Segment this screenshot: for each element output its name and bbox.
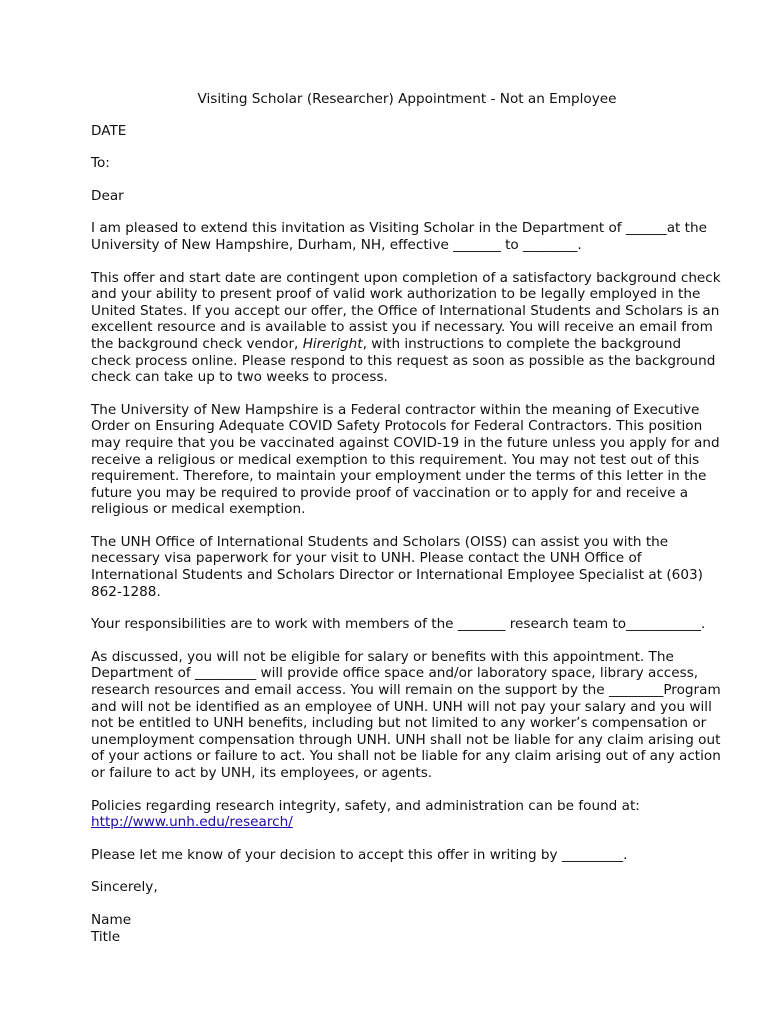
signature-name: Name	[91, 911, 132, 928]
paragraph-covid: The University of New Hampshire is a Federal contractor within the meaning of Executive Order on Ensuring Adequate COVID Safety Protocols for Federal Contractors. This position may require that you be vaccinated against COVID-19 in the future unless you apply for and receive a religious or medical exemption to this requirement. You may not test out of this requirement. Therefore, to maintain your employment under the terms of this letter in the future you may be required to provide proof of vaccination or to apply for and receive a religious or medical exemption.	[91, 401, 720, 518]
signature-title: Title	[91, 928, 121, 945]
paragraph-policies	[91, 798, 723, 831]
salutation: Dear	[91, 187, 124, 204]
paragraph-decision: Please let me know of your decision to accept this offer in writing by _________.	[91, 846, 628, 863]
paragraph-background-check-part2: , with instructions to complete the background check process online. Please respond to this request as soon as possible as the background check can take up to two weeks to process.	[91, 335, 716, 386]
closing: Sincerely,	[91, 879, 158, 896]
paragraph-invitation: I am pleased to extend this invitation as Visiting Scholar in the Department of ______at the University of New Hampshire, Durham, NH, effective _______ to ________.	[91, 220, 707, 253]
paragraph-background-check	[91, 270, 723, 386]
paragraph-responsibilities: Your responsibilities are to work with members of the _______ research team to___________.	[91, 616, 706, 633]
paragraph-oiss: The UNH Office of International Students and Scholars (OISS) can assist you with the necessary visa paperwork for your visit to UNH. Please contact the UNH Office of International Students and Scholars Director or International Employee Specialist at (603) 862-1288.	[91, 533, 703, 600]
vendor-name: Hireright	[302, 335, 363, 352]
to-line: To:	[91, 155, 110, 172]
date-line: DATE	[91, 122, 127, 139]
signature-block	[91, 912, 723, 945]
letter-title: Visiting Scholar (Researcher) Appointment - Not an Employee	[197, 91, 617, 107]
policies-text: Policies regarding research integrity, safety, and administration can be found at:	[91, 797, 640, 814]
paragraph-background-check-part1: This offer and start date are contingent upon completion of a satisfactory background check and your ability to present proof of valid work authorization to be legally employed in the United States. If you accept our offer, the Office of International Students and Scholars is an excellent resource and is available to assist you if necessary. You will receive an email from the background check vendor,	[91, 269, 721, 352]
research-policies-link[interactable]: http://www.unh.edu/research/	[91, 814, 293, 831]
paragraph-salary-benefits: As discussed, you will not be eligible for salary or benefits with this appointment. The Department of _________ will provide office space and/or laboratory space, library access, research resources and email access. You will remain on the support by the ________Program and will not be identified as an employee of UNH. UNH will not pay your salary and you will not be entitled to UNH benefits, including but not limited to any worker’s compensation or unemployment compensation through UNH. UNH shall not be liable for any claim arising out of your actions or failure to act. You shall not be liable for any claim arising out of any action or failure to act by UNH, its employees, or agents.	[91, 648, 721, 781]
letter-document	[91, 91, 723, 945]
